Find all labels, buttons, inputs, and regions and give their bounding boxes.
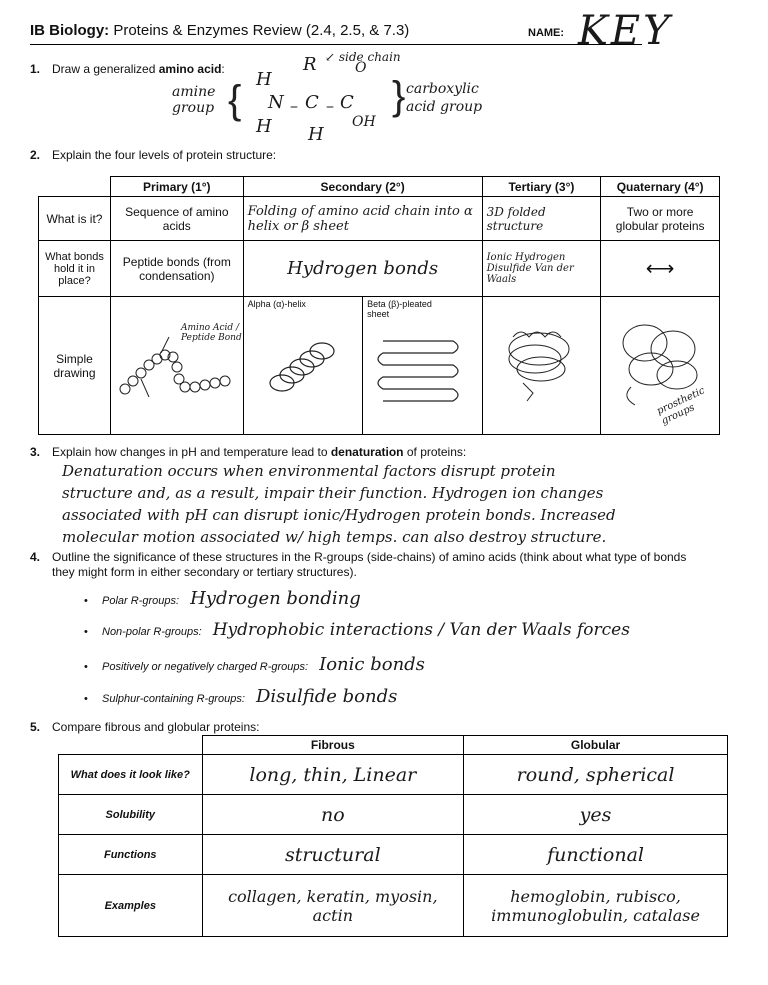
quaternary-bonds: ⟷ — [601, 241, 720, 297]
q5-prompt — [30, 720, 259, 734]
globular-functions: functional — [464, 835, 728, 875]
primary-what: Sequence of amino acids — [110, 197, 243, 241]
alpha-carbon: C — [305, 92, 319, 113]
q5-prompt-text: Compare fibrous and globular proteins: — [52, 720, 260, 734]
q4-sulphur-answer: Disulfide bonds — [255, 686, 398, 707]
q4-number: 4. — [30, 550, 41, 564]
alpha-h: H — [308, 124, 324, 145]
q4-nonpolar-answer: Hydrophobic interactions / Van der Waals forces — [212, 620, 630, 640]
beta-sheet-drawing — [363, 297, 482, 435]
primary-bonds: Peptide bonds (from condensation) — [110, 241, 243, 297]
side-chain-label: ↙ side chain — [325, 50, 401, 64]
name-label: NAME: — [528, 27, 565, 39]
alpha-helix-icon — [244, 311, 360, 421]
q4-charged-label: Positively or negatively charged R-groups: — [102, 661, 309, 673]
header-globular: Globular — [464, 736, 728, 755]
fibrous-appearance: long, thin, Linear — [202, 755, 464, 795]
oxygen-atom: O — [355, 60, 367, 76]
q4-item-nonpolar: • Non-polar R-groups: Hydrophobic interactions / Van der Waals forces — [84, 620, 630, 640]
row-functions: Functions — [59, 835, 203, 875]
q1-number: 1. — [30, 62, 41, 76]
header-tertiary: Tertiary (3°) — [482, 177, 601, 197]
header-fibrous: Fibrous — [202, 736, 464, 755]
row-appearance: What does it look like? — [59, 755, 203, 795]
amine-h-top: H — [256, 69, 272, 90]
quaternary-what: Two or more globular proteins — [601, 197, 720, 241]
tertiary-fold-icon — [483, 297, 595, 431]
q3-answer-line-1: Denaturation occurs when environmental factors disrupt protein — [62, 462, 556, 480]
fibrous-functions: structural — [202, 835, 464, 875]
q1-prompt-post: : — [221, 62, 225, 76]
q2-prompt — [30, 148, 276, 162]
beta-sheet-icon — [363, 321, 479, 421]
amine-brace: { — [228, 78, 242, 122]
q4-polar-label: Polar R-groups: — [102, 595, 180, 607]
q3-answer-line-3: associated with pH can disrupt ionic/Hydrogen protein bonds. Increased — [62, 506, 616, 524]
tertiary-bonds: Ionic Hydrogen Disulfide Van der Waals — [482, 241, 601, 297]
quaternary-drawing — [601, 297, 720, 435]
row-bonds: What bonds hold it in place? — [39, 241, 111, 297]
q4-charged-answer: Ionic bonds — [319, 654, 425, 675]
q1-prompt-bold: amino acid — [158, 62, 222, 76]
fibrous-solubility: no — [202, 795, 464, 835]
side-chain-text: side chain — [338, 50, 401, 64]
q4-polar-answer: Hydrogen bonding — [190, 588, 361, 609]
worksheet-title — [30, 22, 409, 39]
q3-answer-line-4: molecular motion associated w/ high temps. can also destroy structure. — [62, 528, 607, 546]
fibrous-globular-table — [58, 735, 728, 937]
q4-prompt — [30, 550, 750, 580]
row-drawing: Simple drawing — [39, 297, 111, 435]
row-what-is-it: What is it? — [39, 197, 111, 241]
alpha-helix-drawing — [243, 297, 362, 435]
header-quaternary: Quaternary (4°) — [601, 177, 720, 197]
beta-sheet-label: Beta (β)-pleated sheet — [367, 299, 432, 319]
q4-sulphur-label: Sulphur-containing R-groups: — [102, 693, 245, 705]
secondary-bonds: Hydrogen bonds — [243, 241, 482, 297]
globular-solubility: yes — [464, 795, 728, 835]
protein-structure-table — [38, 176, 720, 435]
row-solubility: Solubility — [59, 795, 203, 835]
nitrogen-atom: N — [268, 92, 284, 113]
q4-item-polar: • Polar R-groups: Hydrogen bonding — [84, 588, 361, 609]
r-group: R — [303, 54, 317, 75]
name-value: KEY — [578, 8, 673, 54]
secondary-what: Folding of amino acid chain into α helix or β sheet — [243, 197, 482, 241]
carboxylic-label: carboxylic acid group — [406, 81, 483, 115]
bond-n-c: – — [290, 96, 298, 115]
amine-h-bottom: H — [256, 116, 272, 137]
prosthetic-label: prosthetic groups — [655, 385, 707, 428]
q4-nonpolar-label: Non-polar R-groups: — [102, 626, 202, 638]
q2-number: 2. — [30, 148, 41, 162]
primary-drawing — [110, 297, 243, 435]
carboxyl-brace: } — [392, 74, 406, 118]
q1-prompt-pre: Draw a generalized — [52, 62, 159, 76]
hydroxyl-group: OH — [352, 114, 376, 130]
q5-number: 5. — [30, 720, 41, 734]
alpha-helix-label: Alpha (α)-helix — [247, 299, 306, 309]
q4-item-sulphur: • Sulphur-containing R-groups: Disulfide bonds — [84, 686, 398, 707]
q3-answer-line-2: structure and, as a result, impair their function. Hydrogen ion changes — [62, 484, 604, 502]
bond-c-c: – — [326, 96, 334, 115]
q3-answer — [62, 460, 752, 548]
fibrous-examples: collagen, keratin, myosin, actin — [202, 875, 464, 937]
row-examples: Examples — [59, 875, 203, 937]
q4-item-charged: • Positively or negatively charged R-groups: Ionic bonds — [84, 654, 425, 675]
q3-prompt-post: of proteins: — [403, 445, 467, 459]
subject-label: IB Biology: — [30, 22, 110, 39]
q4-prompt-line-2: they might form in either secondary or tertiary structures). — [52, 565, 357, 579]
amino-chain-icon — [111, 297, 237, 431]
corner-cell — [39, 177, 111, 197]
header-secondary: Secondary (2°) — [243, 177, 482, 197]
tertiary-what: 3D folded structure — [482, 197, 601, 241]
header-primary: Primary (1°) — [110, 177, 243, 197]
carboxyl-carbon: C — [340, 92, 354, 113]
tertiary-drawing — [482, 297, 601, 435]
q2-prompt-text: Explain the four levels of protein structure: — [52, 148, 277, 162]
q4-prompt-line-1: Outline the significance of these structures in the R-groups (side-chains) of amino acids (think about what type of bonds — [52, 550, 687, 564]
primary-drawing-label: Amino Acid / Peptide Bond — [180, 323, 242, 343]
q3-prompt — [30, 445, 466, 459]
q3-prompt-pre: Explain how changes in pH and temperature lead to — [52, 445, 331, 459]
globular-appearance: round, spherical — [464, 755, 728, 795]
corner-cell-q5 — [59, 736, 203, 755]
amine-group-label: amine group — [172, 84, 216, 116]
q3-number: 3. — [30, 445, 41, 459]
q3-prompt-bold: denaturation — [330, 445, 404, 459]
globular-examples: hemoglobin, rubisco, immunoglobulin, catalase — [464, 875, 728, 937]
title-text: Proteins & Enzymes Review (2.4, 2.5, & 7.3) — [113, 22, 410, 39]
amino-acid-drawing — [160, 44, 520, 144]
